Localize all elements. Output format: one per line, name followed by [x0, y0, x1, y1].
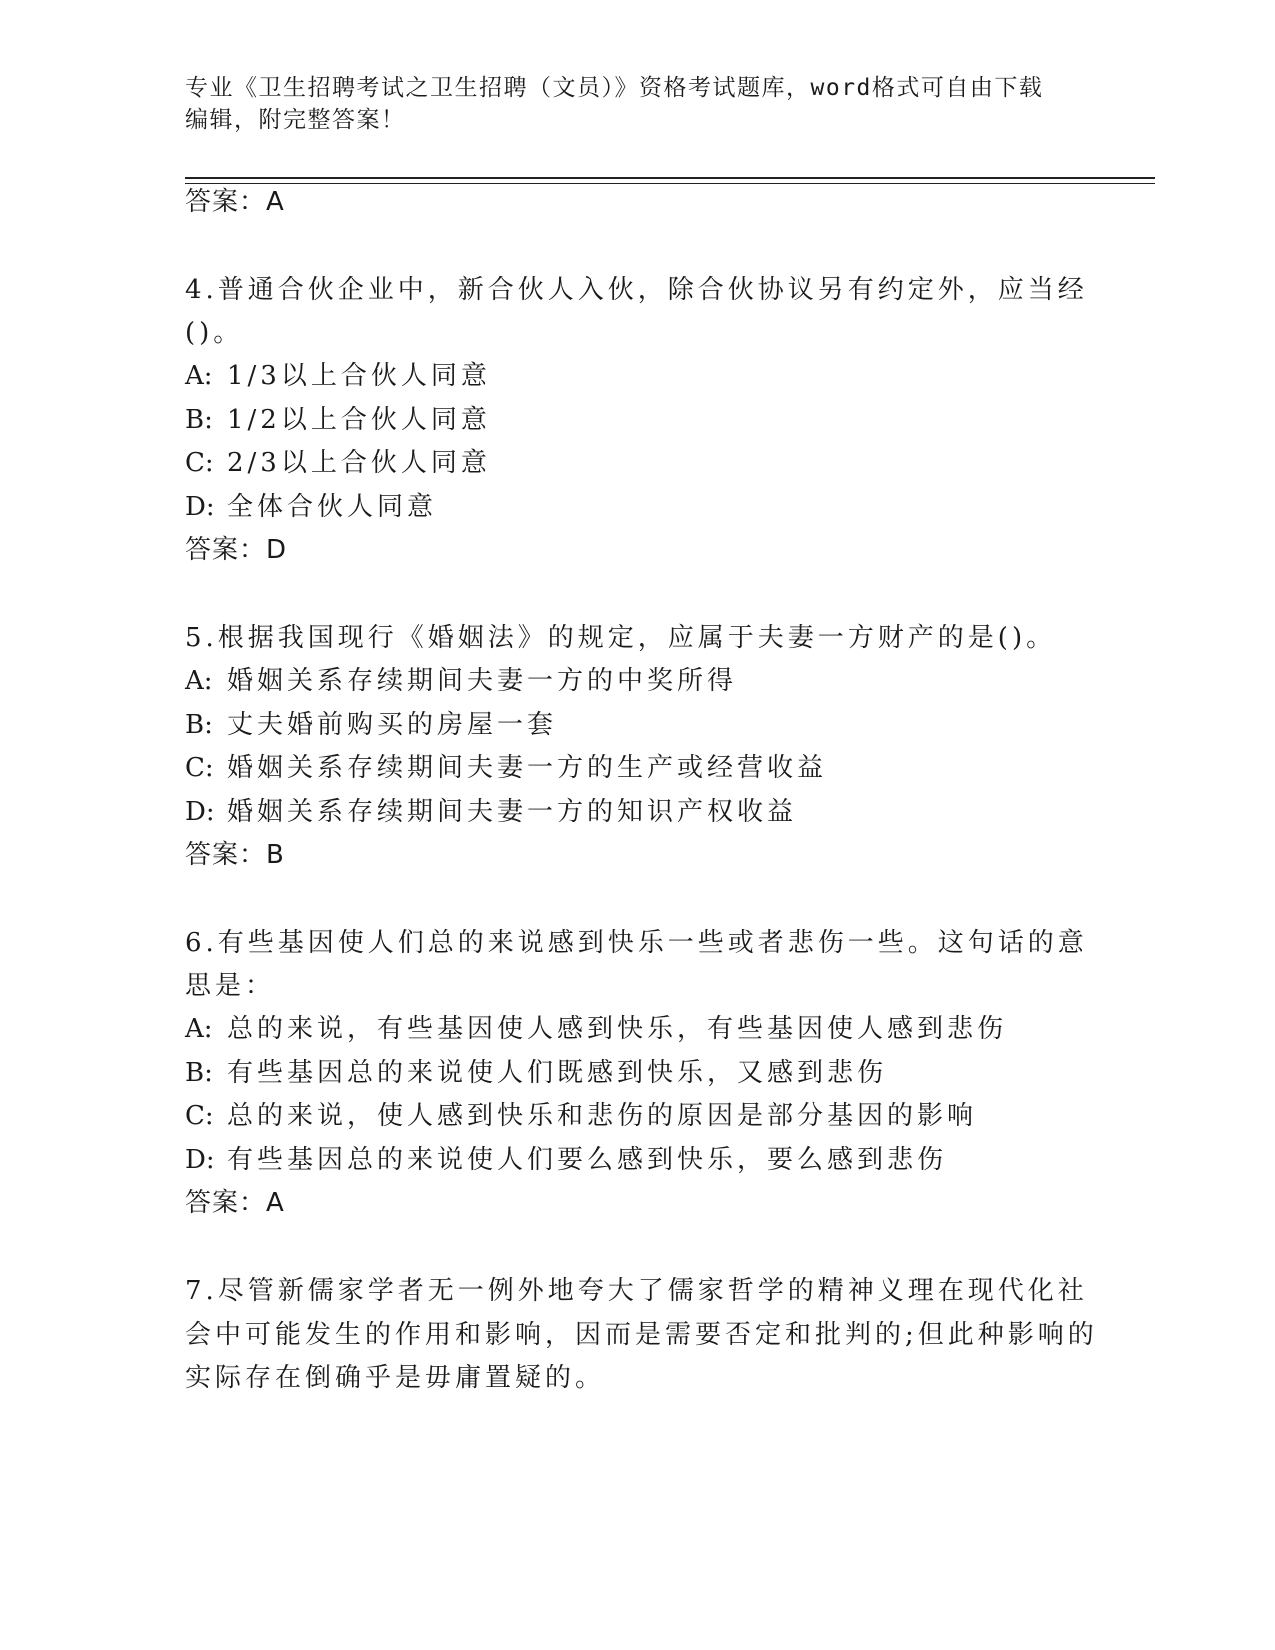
question-4-option-a: [185, 358, 491, 394]
option-key: B:: [185, 1058, 213, 1088]
answer-previous-question: 答案：A: [185, 187, 285, 217]
option-key: D:: [185, 797, 215, 827]
header-divider-thin: [185, 183, 1155, 184]
header-line-1: 专业《卫生招聘考试之卫生招聘（文员）》资格考试题库，word格式可自由下载: [185, 75, 1044, 101]
question-6-option-b: [185, 1055, 887, 1091]
option-text: 2/3以上合伙人同意: [227, 448, 491, 478]
option-key: B:: [185, 710, 213, 740]
question-6-option-a: [185, 1011, 1007, 1047]
option-key: A:: [185, 361, 213, 391]
option-text: 有些基因总的来说使人们既感到快乐，又感到悲伤: [227, 1058, 888, 1088]
option-text: 丈夫婚前购买的房屋一套: [227, 710, 558, 740]
question-5-option-b: [185, 707, 557, 743]
option-text: 总的来说，有些基因使人感到快乐，有些基因使人感到悲伤: [227, 1014, 1008, 1044]
question-7-stem-line-1: 7.尽管新儒家学者无一例外地夸大了儒家哲学的精神义理在现代化社: [185, 1276, 1088, 1306]
option-text: 婚姻关系存续期间夫妻一方的生产或经营收益: [227, 753, 828, 783]
question-4-stem-line-1: 4.普通合伙企业中，新合伙人入伙，除合伙协议另有约定外，应当经: [185, 275, 1088, 305]
question-4-stem-line-2: ()。: [185, 318, 244, 348]
question-4-option-d: [185, 489, 437, 525]
option-key: B:: [185, 405, 213, 435]
question-5-answer: 答案：B: [185, 840, 285, 870]
question-6-stem-line-2: 思是：: [185, 971, 276, 1001]
question-5-option-d: [185, 794, 797, 830]
question-5-option-a: [185, 663, 737, 699]
question-6-option-c: [185, 1098, 977, 1134]
question-4-answer: 答案：D: [185, 535, 288, 565]
option-text: 1/2以上合伙人同意: [227, 405, 491, 435]
question-4-option-b: [185, 402, 491, 438]
question-4-option-c: [185, 445, 491, 481]
document-header: [185, 72, 1085, 136]
option-text: 婚姻关系存续期间夫妻一方的知识产权收益: [227, 797, 798, 827]
option-text: 1/3以上合伙人同意: [227, 361, 491, 391]
option-key: A:: [185, 666, 213, 696]
question-6-stem-line-1: 6.有些基因使人们总的来说感到快乐一些或者悲伤一些。这句话的意: [185, 928, 1088, 958]
question-6-answer: 答案：A: [185, 1188, 285, 1218]
question-6-option-d: [185, 1142, 947, 1178]
option-text: 婚姻关系存续期间夫妻一方的中奖所得: [227, 666, 738, 696]
option-key: D:: [185, 492, 215, 522]
option-key: D:: [185, 1145, 215, 1175]
option-key: A:: [185, 1014, 213, 1044]
option-text: 全体合伙人同意: [227, 492, 438, 522]
question-5-stem-line-1: 5.根据我国现行《婚姻法》的规定，应属于夫妻一方财产的是()。: [185, 623, 1057, 653]
option-key: C:: [185, 448, 214, 478]
question-7-stem-line-2: 会中可能发生的作用和影响，因而是需要否定和批判的;但此种影响的: [185, 1320, 1098, 1350]
option-text: 总的来说，使人感到快乐和悲伤的原因是部分基因的影响: [227, 1101, 978, 1131]
option-key: C:: [185, 1101, 214, 1131]
question-7-stem-line-3: 实际存在倒确乎是毋庸置疑的。: [185, 1363, 606, 1393]
option-text: 有些基因总的来说使人们要么感到快乐，要么感到悲伤: [227, 1145, 948, 1175]
option-key: C:: [185, 753, 214, 783]
header-divider-thick: [185, 177, 1155, 179]
question-5-option-c: [185, 750, 827, 786]
header-line-2: 编辑，附完整答案！: [185, 107, 406, 133]
